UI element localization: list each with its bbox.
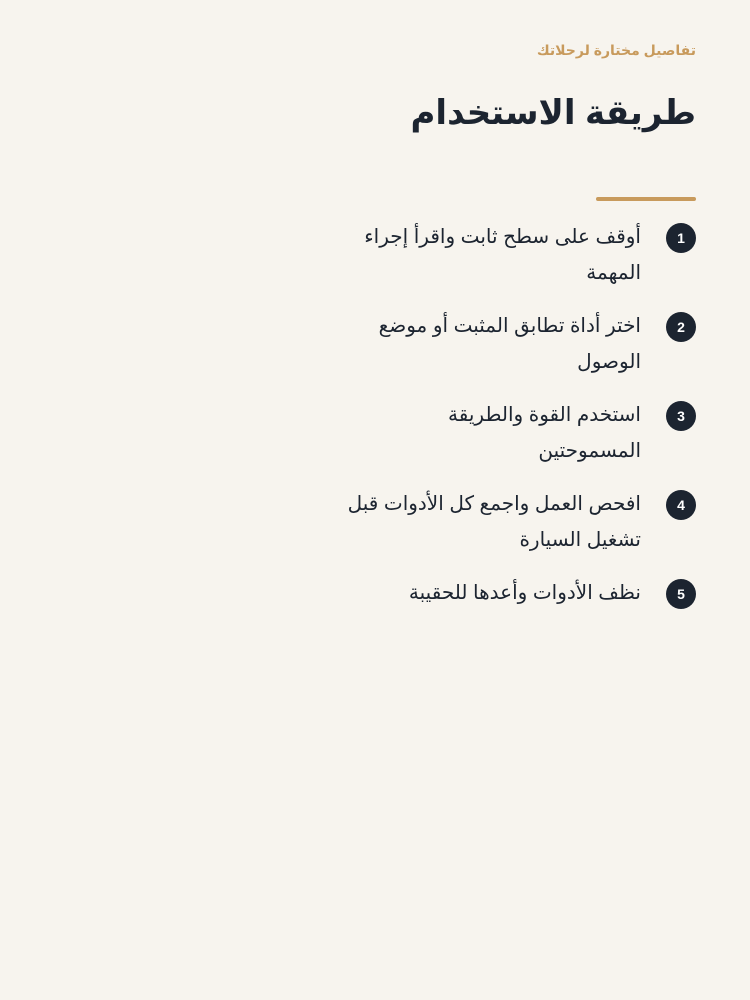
step-item <box>346 577 696 611</box>
step-text: استخدم القوة والطريقة المسموحتين <box>448 404 641 462</box>
step-number-badge: 4 <box>666 490 696 520</box>
page-title: طريقة الاستخدام <box>410 94 696 132</box>
step-number-badge: 1 <box>666 223 696 253</box>
step-item <box>346 488 696 558</box>
accent-divider <box>596 197 696 201</box>
step-number-badge: 5 <box>666 579 696 609</box>
eyebrow-label: تفاصيل مختارة لرحلاتك <box>536 42 696 58</box>
steps-list <box>346 221 696 611</box>
step-text: افحص العمل واجمع كل الأدوات قبل تشغيل السيارة <box>347 493 641 551</box>
step-text: نظف الأدوات وأعدها للحقيبة <box>408 582 641 604</box>
step-item <box>346 310 696 380</box>
step-text: اختر أداة تطابق المثبت أو موضع الوصول <box>378 315 641 373</box>
step-item <box>346 221 696 291</box>
step-item <box>346 399 696 469</box>
step-text: أوقف على سطح ثابت واقرأ إجراء المهمة <box>364 226 641 284</box>
step-number-badge: 2 <box>666 312 696 342</box>
step-number-badge: 3 <box>666 401 696 431</box>
